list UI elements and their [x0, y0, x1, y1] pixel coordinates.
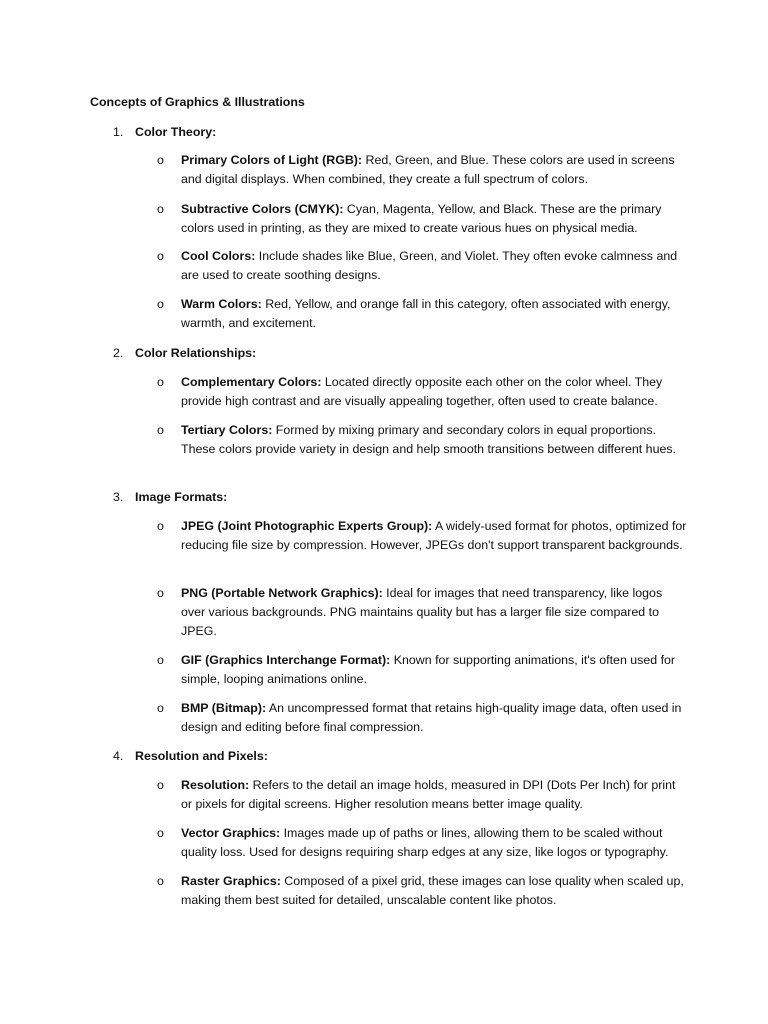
bullet-marker: o	[157, 653, 164, 667]
bullet-marker: o	[157, 202, 164, 216]
item-term: GIF (Graphics Interchange Format):	[181, 653, 391, 667]
bullet-marker: o	[157, 153, 164, 167]
section-number: 4.	[113, 749, 124, 763]
item-text: Images made up of paths or lines, allowing them to be scaled without quality loss. Used for designs requiring sharp edges at any size, like logos or typography.	[181, 826, 669, 859]
list-item-warm-colors	[157, 295, 687, 333]
item-text: Red, Green, and Blue. These colors are used in screens and digital displays. When combined, they create a full spectrum of colors.	[181, 153, 675, 186]
item-text: Include shades like Blue, Green, and Violet. They often evoke calmness and are used to create soothing designs.	[181, 249, 678, 282]
item-term: BMP (Bitmap):	[181, 701, 267, 715]
bullet-marker: o	[157, 874, 164, 888]
list-item-vector-graphics	[157, 824, 687, 862]
list-item-subtractive-colors	[157, 200, 687, 238]
bullet-marker: o	[157, 297, 164, 311]
list-item-jpeg	[157, 517, 687, 555]
section-title: Image Formats:	[135, 490, 228, 504]
list-item-raster-graphics	[157, 872, 687, 910]
section-title: Resolution and Pixels:	[135, 749, 268, 763]
item-text: Formed by mixing primary and secondary colors in equal proportions. These colors provide variety in design and help smooth transitions between different hues.	[181, 423, 676, 456]
item-term: Resolution:	[181, 778, 250, 792]
item-term: Warm Colors:	[181, 297, 262, 311]
bullet-marker: o	[157, 778, 164, 792]
list-item-bmp	[157, 699, 687, 737]
item-text: Cyan, Magenta, Yellow, and Black. These are the primary colors used in printing, as they are mixed to create various hues on physical media.	[181, 202, 662, 235]
item-text: An uncompressed format that retains high-quality image data, often used in design and editing before final compression.	[181, 701, 682, 734]
item-term: Vector Graphics:	[181, 826, 281, 840]
item-text: Red, Yellow, and orange fall in this category, often associated with energy, warmth, and excitement.	[181, 297, 671, 330]
bullet-marker: o	[157, 586, 164, 600]
bullet-marker: o	[157, 249, 164, 263]
item-term: Complementary Colors:	[181, 375, 322, 389]
section-title: Color Theory:	[135, 125, 217, 139]
section-heading-color-relationships	[113, 344, 256, 362]
bullet-marker: o	[157, 519, 164, 533]
item-text: Refers to the detail an image holds, measured in DPI (Dots Per Inch) for print or pixels for digital screens. Higher resolution means better image quality.	[181, 778, 676, 811]
list-item-complementary-colors	[157, 373, 687, 411]
item-term: Subtractive Colors (CMYK):	[181, 202, 344, 216]
item-term: Raster Graphics:	[181, 874, 281, 888]
item-term: Tertiary Colors:	[181, 423, 273, 437]
section-heading-image-formats	[113, 488, 227, 506]
list-item-resolution	[157, 776, 687, 814]
bullet-marker: o	[157, 826, 164, 840]
section-number: 2.	[113, 346, 124, 360]
list-item-tertiary-colors	[157, 421, 687, 459]
item-term: JPEG (Joint Photographic Experts Group):	[181, 519, 433, 533]
section-number: 1.	[113, 125, 124, 139]
section-heading-color-theory	[113, 123, 216, 141]
section-number: 3.	[113, 490, 124, 504]
item-text: Known for supporting animations, it's often used for simple, looping animations online.	[181, 653, 676, 686]
item-text: A widely-used format for photos, optimized for reducing file size by compression. However, JPEGs don't support transparent backgrounds.	[181, 519, 687, 552]
bullet-marker: o	[157, 701, 164, 715]
list-item-primary-colors	[157, 151, 687, 189]
list-item-png	[157, 584, 687, 641]
item-text: Ideal for images that need transparency, like logos over various backgrounds. PNG maintains quality but has a larger file size compared to JPEG.	[181, 586, 663, 638]
list-item-gif	[157, 651, 687, 689]
item-term: Cool Colors:	[181, 249, 256, 263]
document-title: Concepts of Graphics & Illustrations	[90, 95, 305, 109]
section-title: Color Relationships:	[135, 346, 257, 360]
section-heading-resolution-pixels	[113, 747, 268, 765]
item-text: Located directly opposite each other on the color wheel. They provide high contrast and are visually appealing together, often used to create balance.	[181, 375, 663, 408]
list-item-cool-colors	[157, 247, 687, 285]
item-term: Primary Colors of Light (RGB):	[181, 153, 363, 167]
bullet-marker: o	[157, 423, 164, 437]
item-text: Composed of a pixel grid, these images can lose quality when scaled up, making them best suited for detailed, unscalable content like photos.	[181, 874, 684, 907]
bullet-marker: o	[157, 375, 164, 389]
item-term: PNG (Portable Network Graphics):	[181, 586, 383, 600]
